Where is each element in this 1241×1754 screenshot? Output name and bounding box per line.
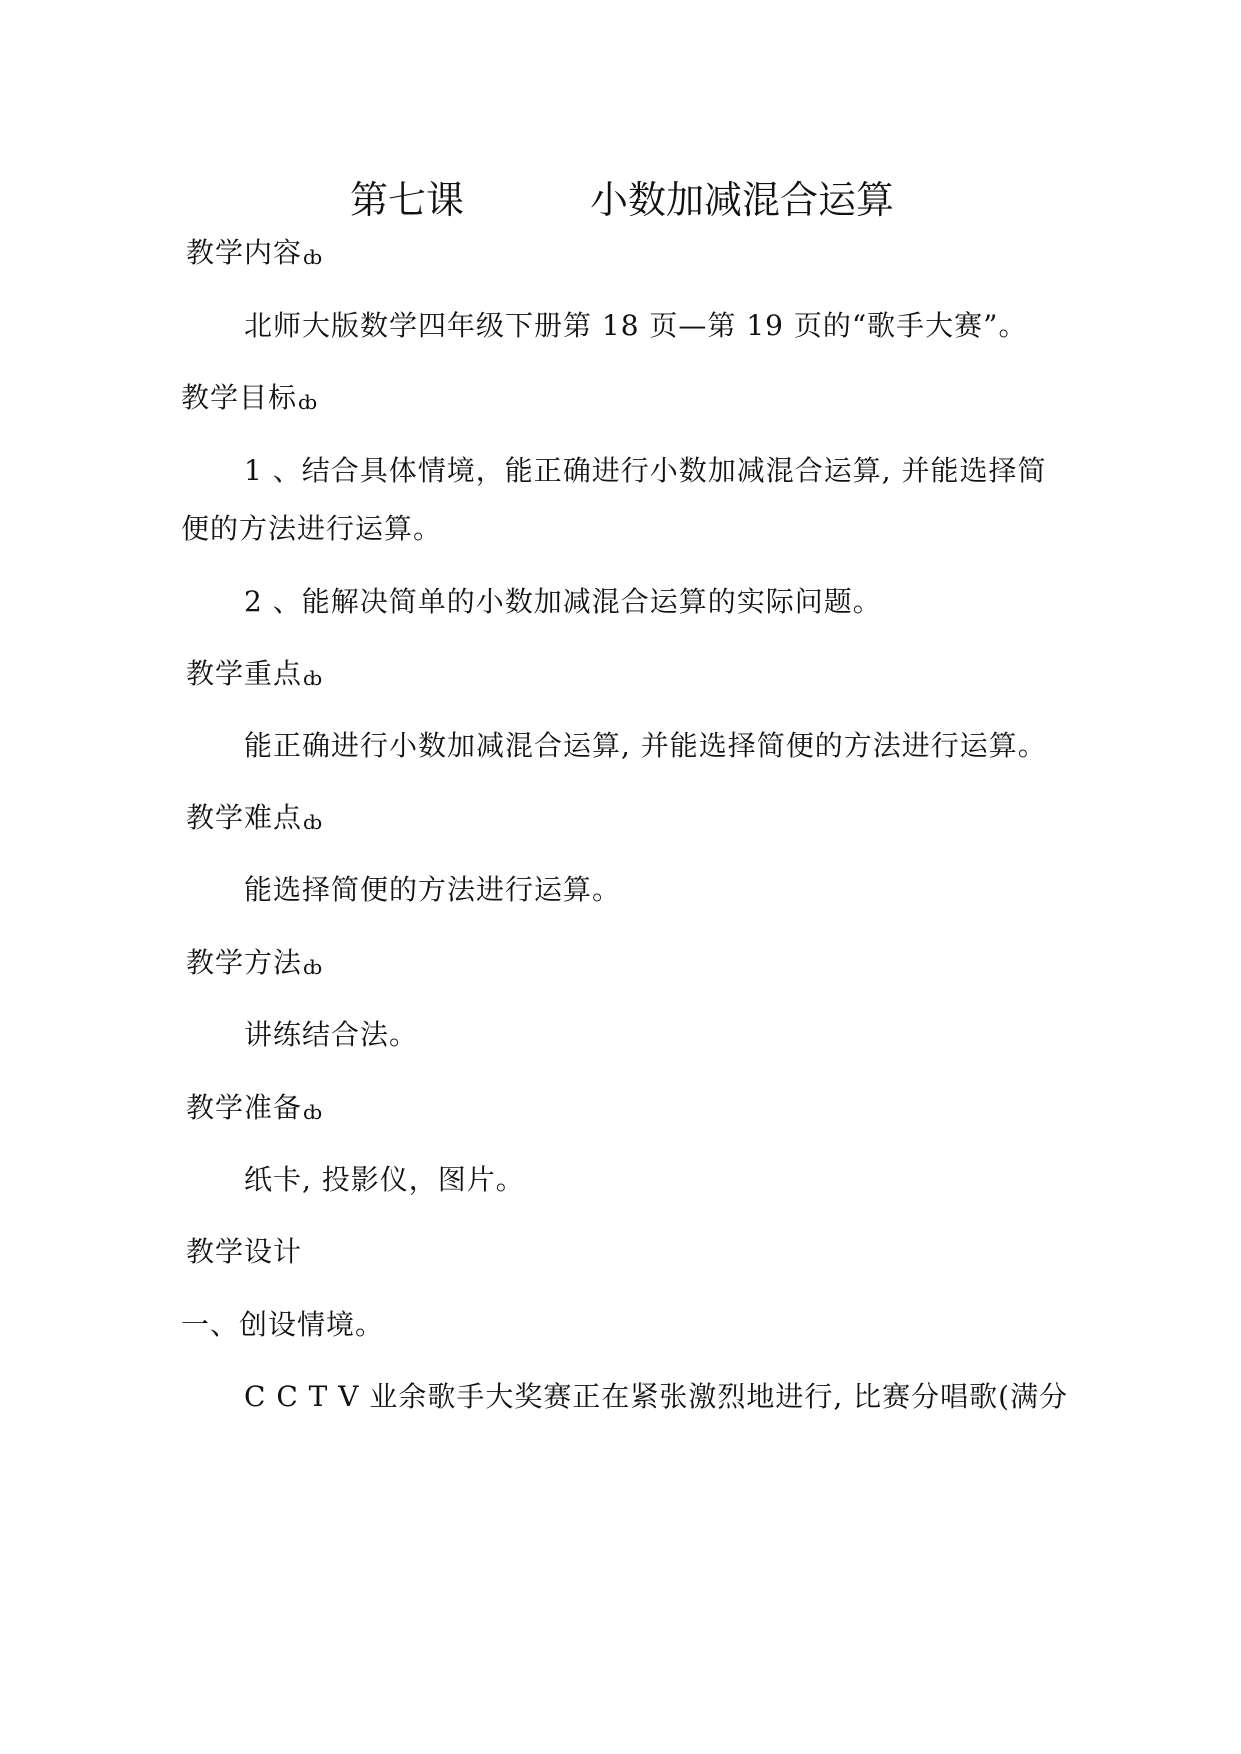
- paragraph-mark-icon: ȸ: [303, 955, 324, 979]
- objective-1-line-1: 1 、结合具体情境，能正确进行小数加减混合运算, 并能选择简: [244, 454, 1047, 487]
- heading-key-points: [186, 654, 323, 698]
- paragraph-mark-icon: ȸ: [298, 390, 319, 414]
- lesson-number: 第七课: [350, 178, 465, 222]
- difficulties-text: 能选择简便的方法进行运算。: [244, 873, 622, 906]
- heading-text: 教学方法: [186, 946, 303, 979]
- design-step-1: 一、创设情境。: [181, 1308, 385, 1341]
- key-points-text: 能正确进行小数加减混合运算, 并能选择简便的方法进行运算。: [244, 729, 1047, 762]
- preparation-text: 纸卡, 投影仪，图片。: [244, 1163, 525, 1196]
- methods-text: 讲练结合法。: [244, 1018, 419, 1051]
- heading-text: 教学难点: [186, 801, 303, 834]
- paragraph-mark-icon: ȸ: [303, 666, 324, 690]
- heading-preparation: [186, 1088, 323, 1132]
- heading-text: 教学目标: [181, 381, 298, 414]
- heading-design: 教学设计: [186, 1235, 303, 1268]
- paragraph-mark-icon: ȸ: [303, 245, 324, 269]
- heading-teaching-content: [186, 233, 323, 277]
- heading-text: 教学重点: [186, 657, 303, 690]
- design-step-1-text: C C T V 业余歌手大奖赛正在紧张激烈地进行, 比赛分唱歌(满分: [244, 1380, 1069, 1413]
- objective-1-line-2: 便的方法进行运算。: [181, 512, 443, 545]
- heading-methods: [186, 943, 323, 987]
- objective-2: 2 、能解决简单的小数加减混合运算的实际问题。: [244, 585, 882, 618]
- heading-text: 教学准备: [186, 1091, 303, 1124]
- content-text: 北师大版数学四年级下册第 18 页—第 19 页的“歌手大赛”。: [244, 309, 1028, 342]
- heading-teaching-objectives: [181, 378, 318, 422]
- lesson-topic: 小数加减混合运算: [590, 178, 895, 222]
- heading-text: 教学内容: [186, 236, 303, 269]
- heading-difficulties: [186, 798, 323, 842]
- paragraph-mark-icon: ȸ: [303, 1100, 324, 1124]
- paragraph-mark-icon: ȸ: [303, 810, 324, 834]
- document-title: [0, 172, 1241, 228]
